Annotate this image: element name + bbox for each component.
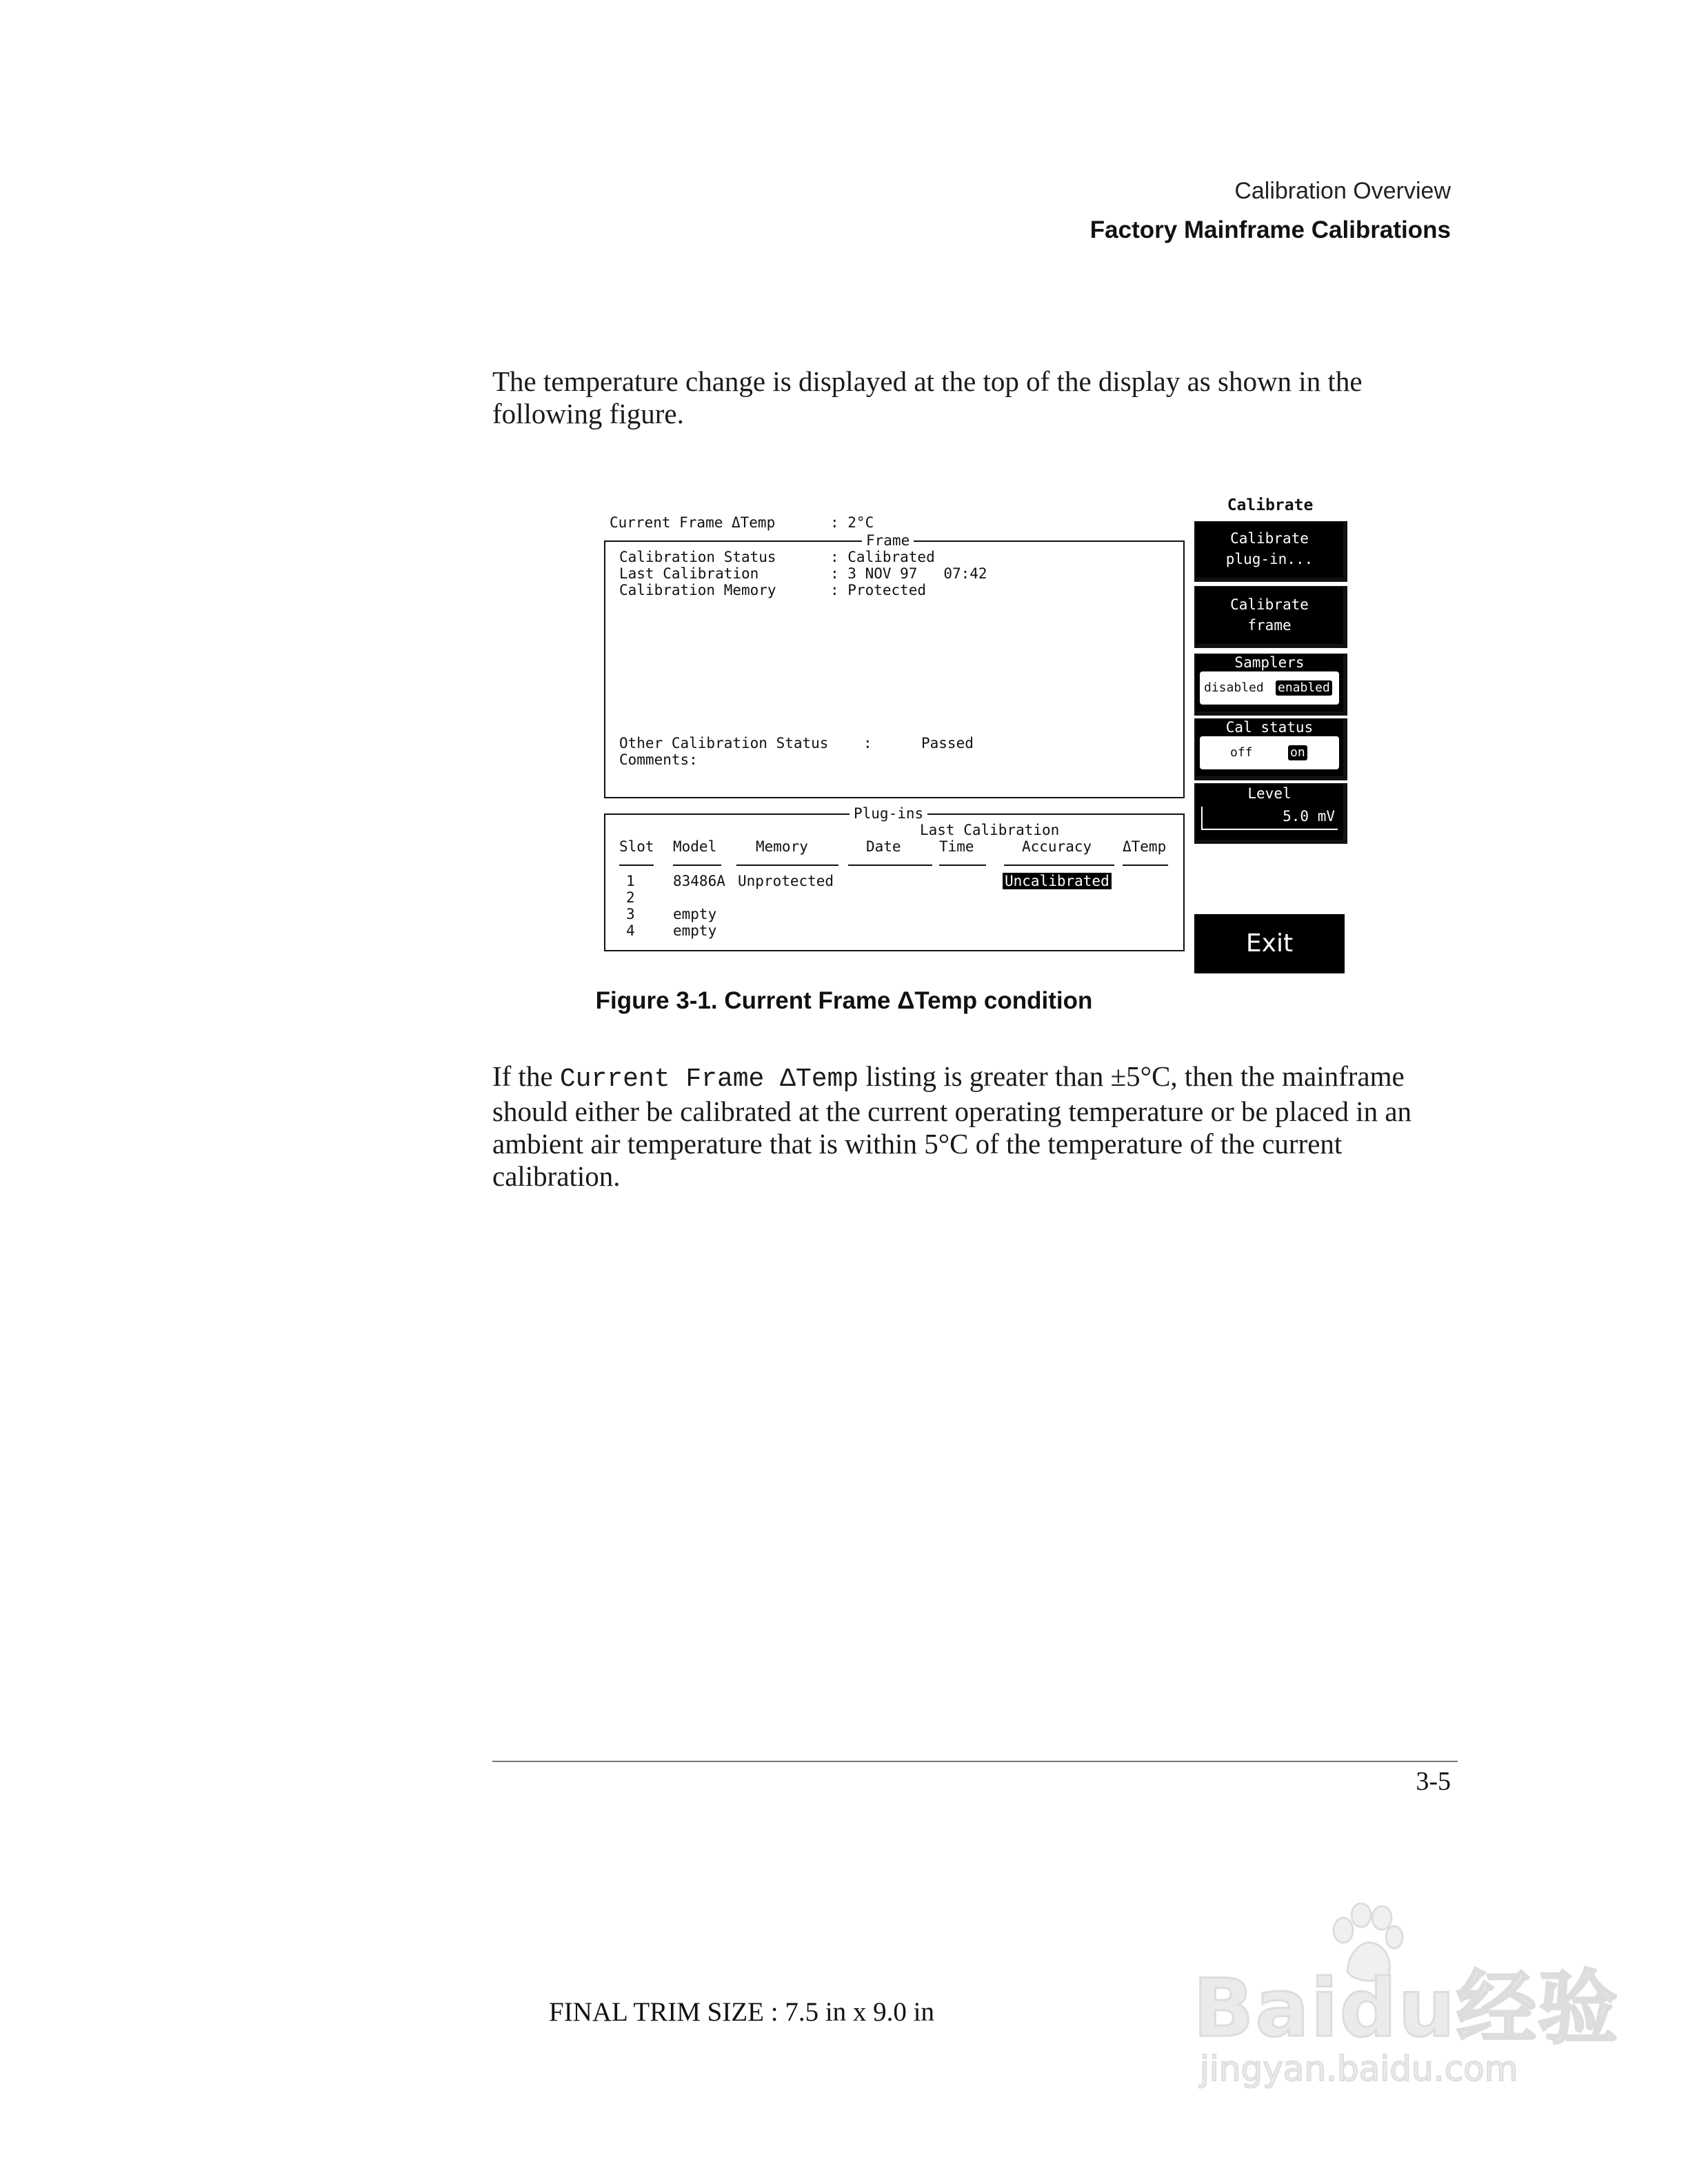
cal-status-off-option[interactable]: off	[1230, 745, 1253, 760]
frame-row-value: : Protected	[830, 582, 927, 598]
col-memory: Memory	[756, 838, 808, 855]
cell-model: empty	[673, 906, 717, 922]
level-value: 5.0 mV	[1283, 808, 1335, 825]
running-header-section: Calibration Overview	[1234, 178, 1451, 204]
frame-row-label: Last Calibration	[619, 565, 759, 582]
cell-slot: 4	[626, 922, 635, 939]
para-text: listing is greater than ±5°C, then the mainframe should either be calibrated at the current operating temperature or be placed in an ambient air temperature that is within 5°C of the temperature of the current calibration.	[492, 1060, 1412, 1192]
figure-caption: Figure 3-1. Current Frame ΔTemp condition	[595, 987, 1093, 1014]
softkey-label: Calibrate frame	[1230, 596, 1309, 634]
uncalibrated-badge: Uncalibrated	[1003, 873, 1112, 889]
softkey-label: Cal status	[1225, 719, 1314, 736]
figure-screen	[604, 496, 1349, 979]
col-slot: Slot	[619, 838, 654, 855]
calibrate-frame-softkey[interactable]	[1194, 586, 1347, 648]
plugins-legend: Plug-ins	[850, 805, 927, 822]
samplers-enabled-option[interactable]: enabled	[1276, 680, 1332, 696]
col-date: Date	[866, 838, 901, 855]
page-number: 3-5	[1416, 1767, 1451, 1796]
last-calibration-header: Last Calibration	[920, 822, 1060, 838]
current-frame-dtemp-label: Current Frame ΔTemp	[610, 514, 776, 531]
trim-size-note: FINAL TRIM SIZE : 7.5 in x 9.0 in	[549, 1997, 935, 2027]
frame-row-value: : 3 NOV 97 07:42	[830, 565, 987, 582]
level-softkey[interactable]	[1194, 783, 1347, 844]
cell-memory: Unprotected	[738, 873, 834, 889]
cal-status-on-option[interactable]: on	[1288, 745, 1307, 760]
level-value-field[interactable]	[1201, 807, 1338, 830]
intro-paragraph: The temperature change is displayed at the top of the display as shown in the following figure.	[492, 365, 1363, 429]
other-status-colon: :	[863, 735, 872, 751]
col-underline	[1004, 865, 1114, 866]
softkey-label: Level	[1247, 785, 1292, 802]
para-text: If the	[492, 1060, 560, 1092]
comments-label: Comments:	[619, 751, 698, 768]
cal-status-toggle-softkey[interactable]	[1194, 718, 1347, 780]
cell-slot: 1	[626, 873, 635, 889]
softkey-label: Calibrate plug-in...	[1225, 530, 1314, 567]
footer-rule	[492, 1761, 1458, 1762]
cell-model: empty	[673, 922, 717, 939]
watermark-main: Baidu经验	[1193, 1962, 1620, 2055]
col-underline	[673, 865, 721, 866]
calibrate-plugin-softkey[interactable]	[1194, 521, 1347, 582]
cell-slot: 3	[626, 906, 635, 922]
inline-code: Current Frame ΔTemp	[559, 1064, 859, 1094]
samplers-disabled-option[interactable]: disabled	[1204, 680, 1264, 695]
cell-accuracy	[1003, 873, 1112, 889]
frame-legend: Frame	[862, 532, 914, 549]
body-paragraph	[492, 1060, 1471, 1193]
samplers-toggle-softkey[interactable]	[1194, 654, 1347, 716]
col-model: Model	[673, 838, 717, 855]
running-header-title: Factory Mainframe Calibrations	[1089, 216, 1451, 243]
frame-row-value: : Calibrated	[830, 549, 935, 565]
exit-softkey[interactable]: Exit	[1194, 914, 1345, 973]
current-frame-dtemp-value: : 2°C	[830, 514, 874, 531]
col-accuracy: Accuracy	[1022, 838, 1092, 855]
col-underline	[848, 865, 932, 866]
col-underline	[736, 865, 838, 866]
col-dtemp: ΔTemp	[1123, 838, 1167, 855]
baidu-watermark	[1193, 1903, 1620, 2110]
watermark-url: jingyan.baidu.com	[1200, 2049, 1518, 2089]
col-underline	[619, 865, 654, 866]
col-underline	[939, 865, 986, 866]
softkey-menu-title: Calibrate	[1227, 496, 1314, 514]
softkey-label: Samplers	[1234, 654, 1305, 671]
other-status-label: Other Calibration Status	[619, 735, 829, 751]
col-time: Time	[939, 838, 974, 855]
frame-row-label: Calibration Status	[619, 549, 776, 565]
other-status-value: Passed	[921, 735, 974, 751]
cell-model: 83486A	[673, 873, 725, 889]
frame-row-label: Calibration Memory	[619, 582, 776, 598]
cell-slot: 2	[626, 889, 635, 906]
col-underline	[1123, 865, 1168, 866]
